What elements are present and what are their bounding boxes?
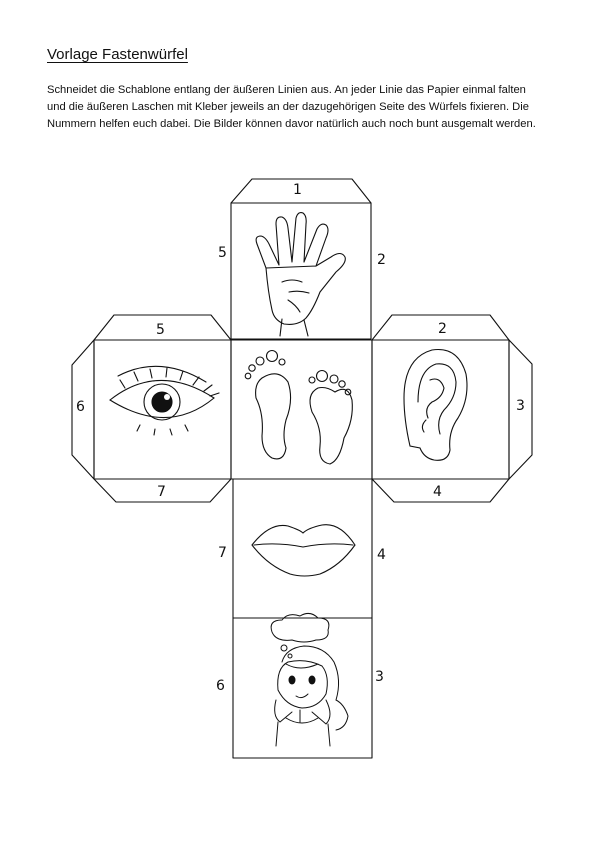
number-label: 4 <box>433 484 442 500</box>
hand-icon <box>256 213 345 336</box>
number-label: 2 <box>438 321 447 337</box>
eye-icon <box>110 366 219 435</box>
number-label: 3 <box>516 398 525 414</box>
face-ear <box>372 340 509 479</box>
face-hand <box>231 203 371 339</box>
number-label: 6 <box>76 399 85 415</box>
face-feet <box>231 340 372 479</box>
face-girl <box>233 618 372 758</box>
number-label: 7 <box>157 484 166 500</box>
instructions-paragraph: Schneidet die Schablone entlang der äußeren Linien aus. An jeder Linie das Papier einmal falten und die äußeren Laschen mit Kleber jeweils an der dazugehörigen Seite des Würfels fixieren. Die Nummern helfen euch dabei. Die Bilder können davor natürlich auch noch bunt ausgemalt werden. <box>47 84 536 130</box>
ear-icon <box>404 350 467 461</box>
number-label: 2 <box>377 252 386 268</box>
number-label: 3 <box>375 669 384 685</box>
page-title: Vorlage Fastenwürfel <box>47 46 188 63</box>
number-label: 5 <box>218 245 227 261</box>
girl-thinking-icon <box>271 613 348 746</box>
number-label: 6 <box>216 678 225 694</box>
face-lips <box>233 479 372 618</box>
number-label: 4 <box>377 547 386 563</box>
lips-icon <box>252 525 355 576</box>
number-label: 5 <box>156 322 165 338</box>
number-label: 7 <box>218 545 227 561</box>
feet-icon <box>245 351 352 465</box>
number-label: 1 <box>293 182 302 198</box>
